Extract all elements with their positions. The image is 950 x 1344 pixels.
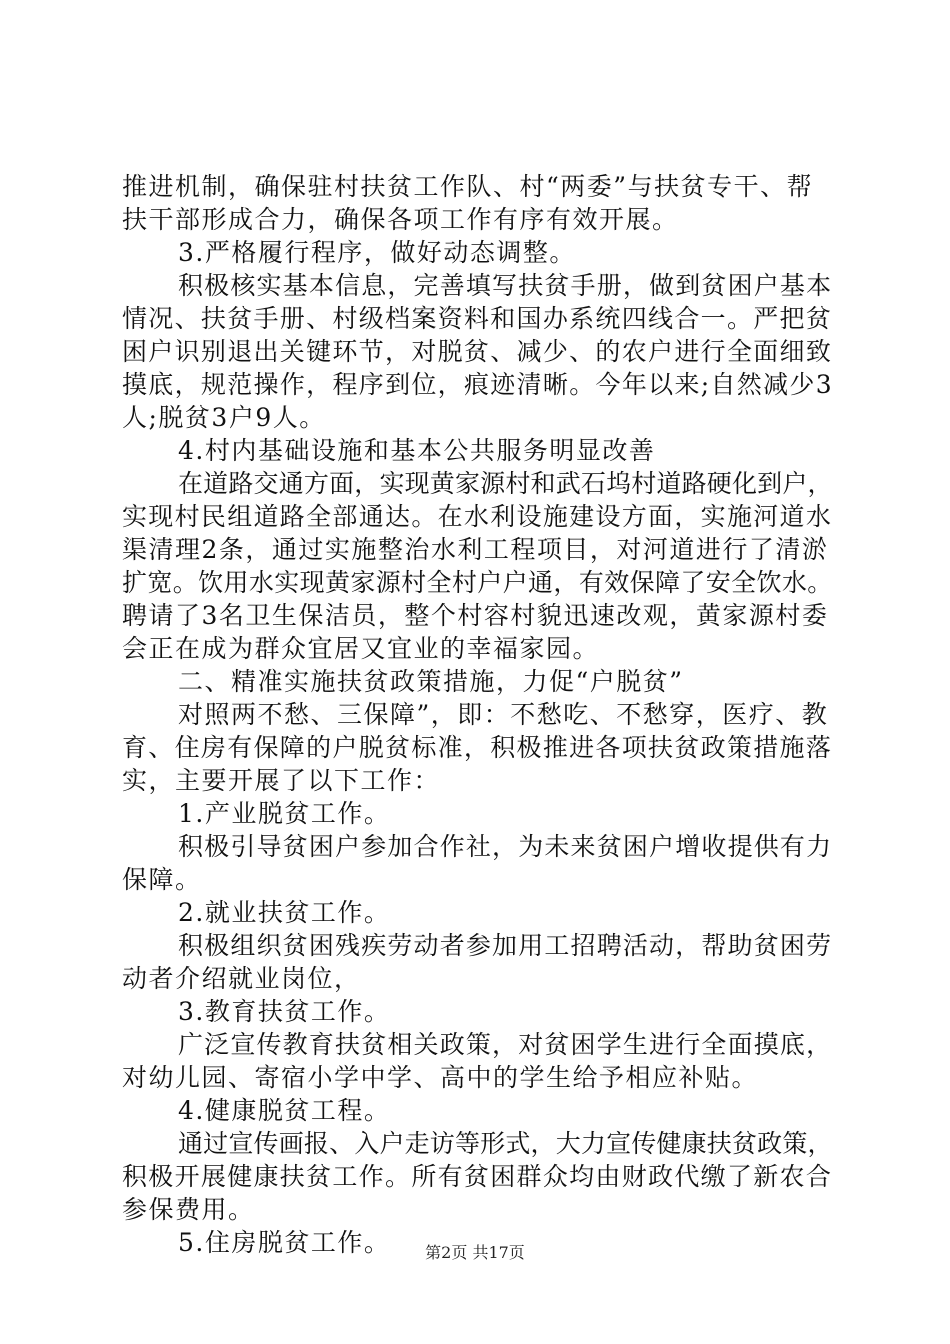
text-line: 1.产业脱贫工作。 — [178, 799, 391, 828]
text-line: 二、精准实施扶贫政策措施，力促“户脱贫” — [178, 667, 684, 696]
text-line: 积极组织贫困残疾劳动者参加用工招聘活动，帮助贫困劳 — [178, 931, 833, 960]
text-line: 育、住房有保障的户脱贫标准，积极推进各项扶贫政策措施落 — [122, 733, 833, 762]
text-line: 保障。 — [122, 865, 202, 894]
text-line: 通过宣传画报、入户走访等形式，大力宣传健康扶贫政策， — [178, 1129, 833, 1158]
text-line: 聘请了3名卫生保洁员，整个村容村貌迅速改观，黄家源村委 — [122, 601, 829, 630]
text-line: 对照两不愁、三保障”，即：不愁吃、不愁穿，医疗、教 — [178, 700, 829, 729]
text-line: 2.就业扶贫工作。 — [178, 898, 391, 927]
text-line: 积极开展健康扶贫工作。所有贫困群众均由财政代缴了新农合 — [122, 1162, 833, 1191]
text-line: 4.村内基础设施和基本公共服务明显改善 — [178, 436, 656, 465]
text-line: 对幼儿园、寄宿小学中学、高中的学生给予相应补贴。 — [122, 1063, 759, 1092]
text-line: 扶干部形成合力，确保各项工作有序有效开展。 — [122, 205, 679, 234]
text-line: 积极引导贫困户参加合作社，为未来贫困户增收提供有力 — [178, 832, 833, 861]
text-line: 困户识别退出关键环节，对脱贫、减少、的农户进行全面细致 — [122, 337, 833, 366]
text-line: 广泛宣传教育扶贫相关政策，对贫困学生进行全面摸底， — [178, 1030, 833, 1059]
text-line: 实现村民组道路全部通达。在水利设施建设方面，实施河道水 — [122, 502, 833, 531]
text-line: 5.住房脱贫工作。 — [178, 1228, 391, 1257]
text-line: 渠清理2条，通过实施整治水利工程项目，对河道进行了清淤 — [122, 535, 829, 564]
text-line: 3.严格履行程序，做好动态调整。 — [178, 238, 576, 267]
text-line: 情况、扶贫手册、村级档案资料和国办系统四线合一。严把贫 — [122, 304, 833, 333]
text-line: 积极核实基本信息，完善填写扶贫手册，做到贫困户基本 — [178, 271, 833, 300]
text-line: 3.教育扶贫工作。 — [178, 997, 391, 1026]
text-line: 推进机制，确保驻村扶贫工作队、村“两委”与扶贫专干、帮 — [122, 172, 814, 201]
text-line: 4.健康脱贫工程。 — [178, 1096, 391, 1125]
document-body — [122, 170, 834, 1259]
text-line: 摸底，规范操作，程序到位，痕迹清晰。今年以来;自然减少3 — [122, 370, 833, 399]
text-line: 人;脱贫3户9人。 — [122, 403, 326, 432]
text-line: 参保费用。 — [122, 1195, 255, 1224]
text-line: 动者介绍就业岗位， — [122, 964, 361, 993]
text-line: 扩宽。饮用水实现黄家源村全村户户通，有效保障了安全饮水。 — [122, 568, 833, 597]
text-line: 会正在成为群众宜居又宜业的幸福家园。 — [122, 634, 600, 663]
text-line: 在道路交通方面，实现黄家源村和武石坞村道路硬化到户， — [178, 469, 833, 498]
text-line: 实，主要开展了以下工作： — [122, 766, 441, 795]
page-footer: 第2页 共17页 — [425, 1243, 525, 1262]
